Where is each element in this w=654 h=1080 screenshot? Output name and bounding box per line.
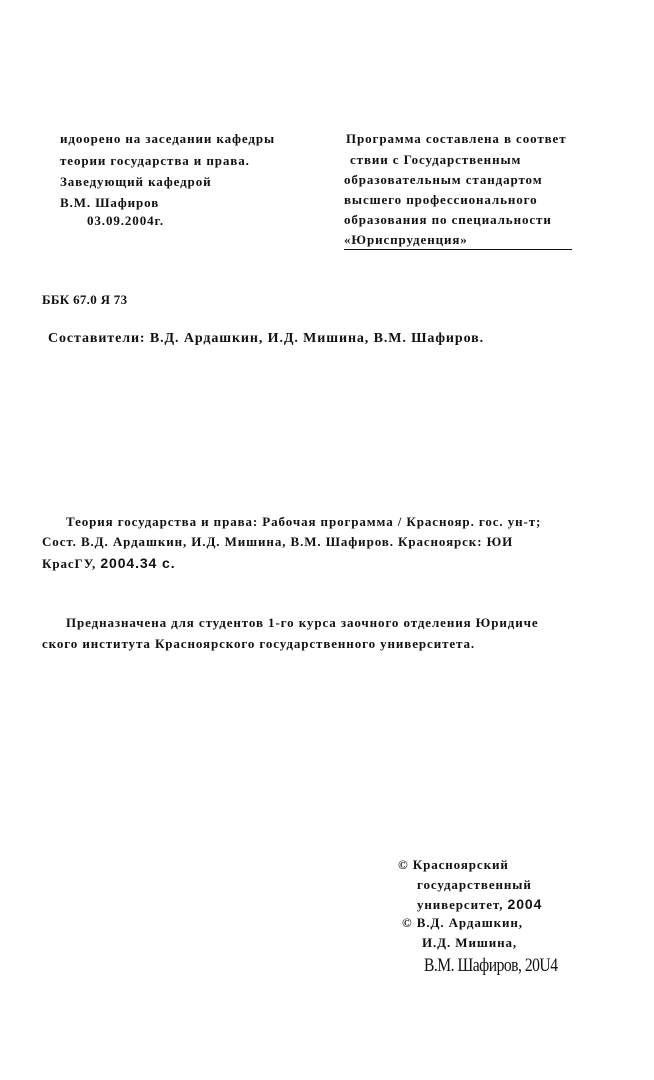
copyright-line-2: государственный (417, 877, 532, 892)
program-line-3: образовательным стандартом (344, 172, 543, 187)
program-specialty (344, 232, 572, 250)
bbk-index: ББК 67.0 Я 73 (42, 292, 128, 307)
approval-date: 03.09.2004г. (87, 213, 164, 228)
approval-line-2: теории государства и права. (60, 153, 250, 168)
copyright-line-3 (417, 896, 542, 913)
approval-line-4: В.М. Шафиров (60, 195, 160, 210)
copyright-line-5: И.Д. Мишина, (422, 935, 518, 950)
program-line-2: ствии с Государственным (350, 152, 522, 167)
specialty-name: «Юриспруденция» (344, 232, 572, 250)
copyright-line-1: © Красноярский (398, 857, 509, 872)
citation-line-1: Теория государства и права: Рабочая программа / Краснояр. гос. ун-т; (66, 514, 542, 529)
copyright-line-4: © В.Д. Ардашкин, (402, 915, 523, 930)
citation-line-2: Сост. В.Д. Ардашкин, И.Д. Мишина, В.М. Шафиров. Красноярск: ЮИ (42, 534, 514, 549)
copyright-year: 2004 (507, 896, 543, 912)
approval-line-3: Заведующий кафедрой (60, 174, 212, 189)
purpose-line-1: Предназначена для студентов 1-го курса заочного отделения Юридиче (66, 615, 539, 630)
copyright-university: университет, (417, 897, 504, 912)
approval-line-1: идоорено на заседании кафедры (60, 131, 276, 146)
purpose-line-2: ского института Красноярского государственного университета. (42, 636, 476, 651)
compilers-line: Составители: В.Д. Ардашкин, И.Д. Мишина, В.М. Шафиров. (48, 331, 484, 346)
citation-line-3 (42, 555, 176, 572)
program-line-5: образования по специальности (344, 212, 552, 227)
citation-publisher: КрасГУ, (42, 556, 97, 571)
citation-year-pages: 2004.34 с. (100, 555, 176, 571)
copyright-line-6: В.М. Шафиров, 20U4 (424, 955, 558, 976)
program-line-4: высшего профессионального (344, 192, 538, 207)
program-line-1: Программа составлена в соответ (346, 131, 567, 146)
